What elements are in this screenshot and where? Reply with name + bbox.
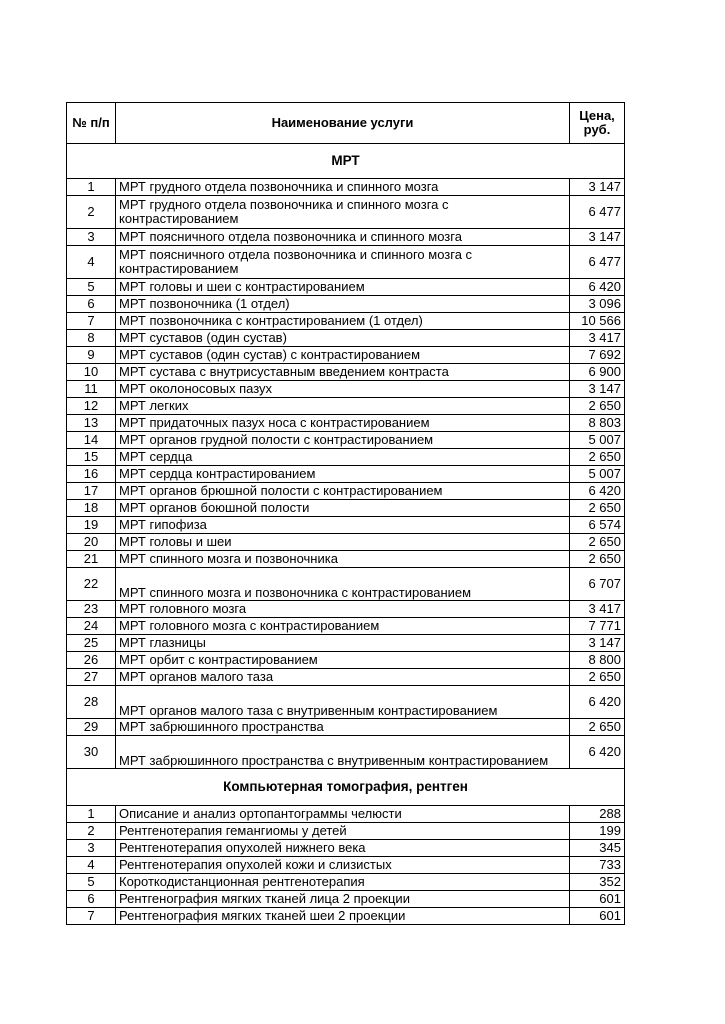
table-row [67,568,625,601]
row-number: 1 [67,806,116,823]
row-number: 3 [67,840,116,857]
service-name: МРТ глазницы [116,635,570,652]
row-number: 6 [67,296,116,313]
service-name: МРТ органов боюшной полости [116,500,570,517]
service-price: 352 [570,874,625,891]
table-row [67,669,625,686]
service-price: 2 650 [570,500,625,517]
row-number: 8 [67,330,116,347]
table-row [67,551,625,568]
row-number: 15 [67,449,116,466]
row-number: 7 [67,313,116,330]
section-title: Компьютерная томография, рентген [67,769,625,806]
service-price: 733 [570,857,625,874]
table-row [67,618,625,635]
table-row [67,840,625,857]
row-number: 23 [67,601,116,618]
table-row [67,330,625,347]
service-price: 8 800 [570,652,625,669]
service-name: МРТ поясничного отдела позвоночника и спинного мозга с контрастированием [116,246,570,279]
table-row [67,296,625,313]
price-table [66,102,625,925]
table-row [67,347,625,364]
row-number: 21 [67,551,116,568]
table-row [67,466,625,483]
service-name: МРТ орбит с контрастированием [116,652,570,669]
service-name: Рентгенотерапия опухолей кожи и слизистых [116,857,570,874]
row-number: 28 [67,686,116,719]
row-number: 4 [67,857,116,874]
service-name: Короткодистанционная рентгенотерапия [116,874,570,891]
row-number: 2 [67,196,116,229]
table-row [67,908,625,925]
table-row [67,313,625,330]
service-name: МРТ сердца [116,449,570,466]
service-price: 3 417 [570,601,625,618]
table-row [67,652,625,669]
table-header-row [67,103,625,144]
table-row [67,415,625,432]
service-price: 10 566 [570,313,625,330]
service-name: МРТ органов брюшной полости с контрастированием [116,483,570,500]
row-number: 26 [67,652,116,669]
service-name: МРТ позвоночника (1 отдел) [116,296,570,313]
table-row [67,517,625,534]
service-name: Описание и анализ ортопантограммы челюсти [116,806,570,823]
table-row [67,601,625,618]
service-name: МРТ органов грудной полости с контрастированием [116,432,570,449]
service-name: Рентгенография мягких тканей шеи 2 проекции [116,908,570,925]
table-row [67,874,625,891]
service-price: 3 147 [570,229,625,246]
row-number: 29 [67,719,116,736]
table-row [67,229,625,246]
service-price: 2 650 [570,398,625,415]
table-row [67,891,625,908]
header-price: Цена, руб. [570,103,625,144]
service-name: Рентгенотерапия гемангиомы у детей [116,823,570,840]
service-name: МРТ головы и шеи с контрастированием [116,279,570,296]
table-row [67,686,625,719]
service-price: 2 650 [570,534,625,551]
service-price: 6 477 [570,196,625,229]
row-number: 7 [67,908,116,925]
table-row [67,719,625,736]
service-name: МРТ головного мозга [116,601,570,618]
service-price: 5 007 [570,432,625,449]
table-row [67,398,625,415]
service-price: 601 [570,908,625,925]
service-price: 6 420 [570,736,625,769]
row-number: 14 [67,432,116,449]
row-number: 5 [67,874,116,891]
service-name: МРТ придаточных пазух носа с контрастированием [116,415,570,432]
service-price: 2 650 [570,719,625,736]
row-number: 4 [67,246,116,279]
service-name: МРТ суставов (один сустав) [116,330,570,347]
table-row [67,196,625,229]
service-name: Рентгенотерапия опухолей нижнего века [116,840,570,857]
table-row [67,500,625,517]
row-number: 10 [67,364,116,381]
service-name: МРТ гипофиза [116,517,570,534]
service-price: 3 417 [570,330,625,347]
table-body [67,144,625,925]
service-price: 8 803 [570,415,625,432]
row-number: 25 [67,635,116,652]
service-price: 6 420 [570,483,625,500]
row-number: 17 [67,483,116,500]
service-price: 6 420 [570,279,625,296]
table-row [67,857,625,874]
service-name: МРТ забрюшинного пространства с внутривенным контрастированием [116,736,570,769]
table-row [67,179,625,196]
service-name: МРТ сердца контрастированием [116,466,570,483]
row-number: 3 [67,229,116,246]
service-price: 6 707 [570,568,625,601]
service-price: 3 147 [570,635,625,652]
section-header-row [67,769,625,806]
header-number: № п/п [67,103,116,144]
table-row [67,432,625,449]
service-price: 6 574 [570,517,625,534]
service-name: МРТ грудного отдела позвоночника и спинного мозга [116,179,570,196]
service-price: 2 650 [570,449,625,466]
row-number: 30 [67,736,116,769]
service-price: 6 420 [570,686,625,719]
service-price: 6 477 [570,246,625,279]
table-row [67,534,625,551]
row-number: 1 [67,179,116,196]
service-price: 2 650 [570,551,625,568]
row-number: 5 [67,279,116,296]
header-service-name: Наименование услуги [116,103,570,144]
service-name: МРТ сустава с внутрисуставным введением контраста [116,364,570,381]
service-name: МРТ спинного мозга и позвоночника [116,551,570,568]
service-name: МРТ позвоночника с контрастированием (1 отдел) [116,313,570,330]
row-number: 18 [67,500,116,517]
service-name: МРТ органов малого таза с внутривенным контрастированием [116,686,570,719]
section-title: МРТ [67,144,625,179]
service-price: 7 771 [570,618,625,635]
table-row [67,364,625,381]
service-name: МРТ головного мозга с контрастированием [116,618,570,635]
table-row [67,823,625,840]
service-name: МРТ суставов (один сустав) с контрастированием [116,347,570,364]
service-name: МРТ грудного отдела позвоночника и спинного мозга с контрастированием [116,196,570,229]
row-number: 11 [67,381,116,398]
service-name: МРТ забрюшинного пространства [116,719,570,736]
row-number: 12 [67,398,116,415]
service-name: МРТ головы и шеи [116,534,570,551]
service-price: 345 [570,840,625,857]
service-name: МРТ спинного мозга и позвоночника с контрастированием [116,568,570,601]
service-name: МРТ легких [116,398,570,415]
row-number: 20 [67,534,116,551]
row-number: 2 [67,823,116,840]
service-name: Рентгенография мягких тканей лица 2 проекции [116,891,570,908]
service-price: 199 [570,823,625,840]
row-number: 13 [67,415,116,432]
row-number: 9 [67,347,116,364]
table-row [67,381,625,398]
row-number: 19 [67,517,116,534]
table-row [67,449,625,466]
service-price: 5 007 [570,466,625,483]
service-price: 2 650 [570,669,625,686]
service-name: МРТ поясничного отдела позвоночника и спинного мозга [116,229,570,246]
section-header-row [67,144,625,179]
service-price: 601 [570,891,625,908]
service-name: МРТ околоносовых пазух [116,381,570,398]
table-row [67,736,625,769]
service-price: 3 147 [570,381,625,398]
service-name: МРТ органов малого таза [116,669,570,686]
row-number: 27 [67,669,116,686]
row-number: 16 [67,466,116,483]
service-price: 3 096 [570,296,625,313]
service-price: 6 900 [570,364,625,381]
service-price: 288 [570,806,625,823]
row-number: 24 [67,618,116,635]
row-number: 22 [67,568,116,601]
row-number: 6 [67,891,116,908]
service-price: 3 147 [570,179,625,196]
table-row [67,279,625,296]
service-price: 7 692 [570,347,625,364]
table-row [67,806,625,823]
table-row [67,246,625,279]
table-row [67,483,625,500]
table-row [67,635,625,652]
